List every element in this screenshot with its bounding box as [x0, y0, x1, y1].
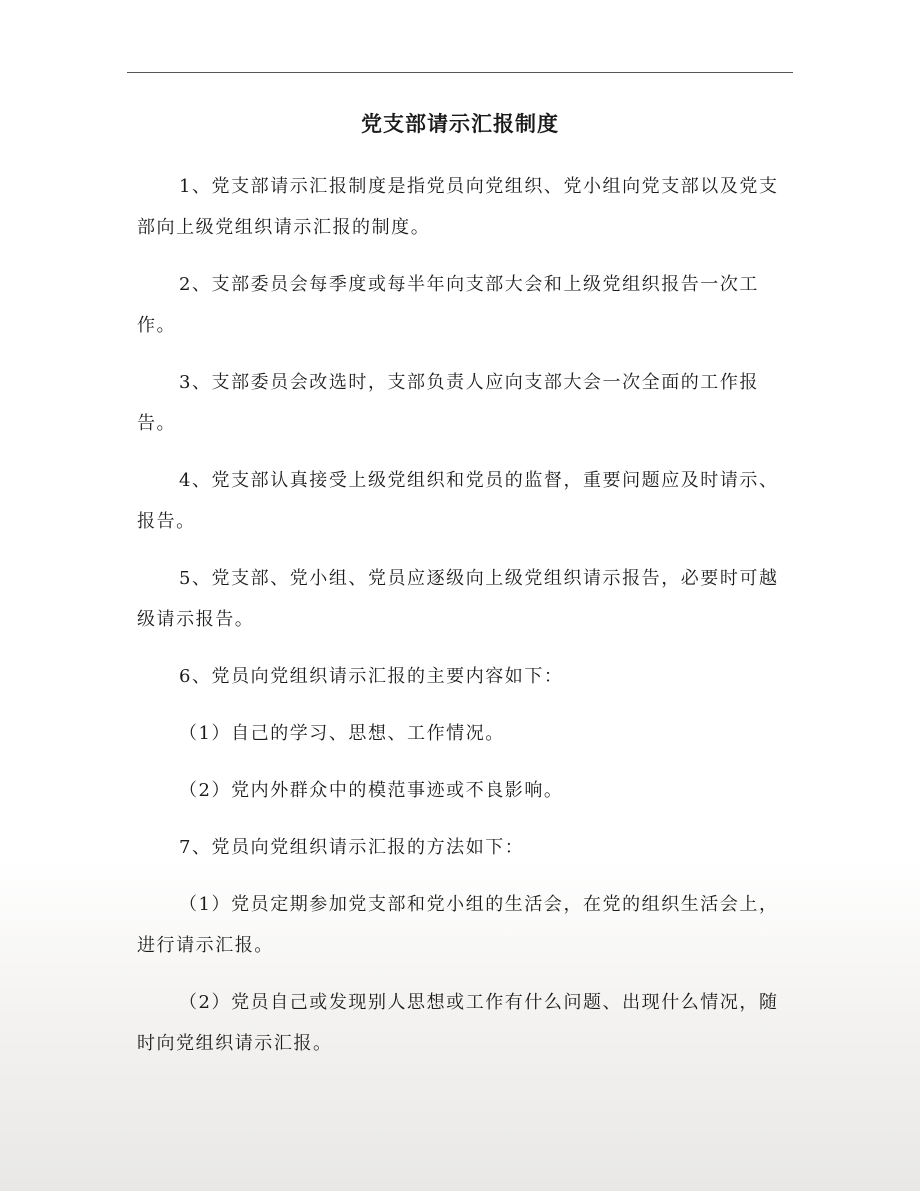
document-body [137, 166, 785, 1080]
document-title: 党支部请示汇报制度 [361, 111, 559, 136]
paragraph-7: 7、党员向党组织请示汇报的方法如下： [179, 837, 525, 858]
paragraph-6: 6、党员向党组织请示汇报的主要内容如下： [179, 666, 564, 687]
paragraph-1: 1、党支部请示汇报制度是指党员向党组织、党小组向党支部以及党支部向上级党组织请示汇报的制度。 [137, 176, 779, 238]
paragraph-4: 4、党支部认真接受上级党组织和党员的监督，重要问题应及时请示、报告。 [137, 470, 779, 532]
paragraph-3: 3、支部委员会改选时，支部负责人应向支部大会一次全面的工作报告。 [137, 372, 759, 434]
paragraph-6-item-1: （1）自己的学习、思想、工作情况。 [179, 723, 505, 744]
paragraph-5: 5、党支部、党小组、党员应逐级向上级党组织请示报告，必要时可越级请示报告。 [137, 568, 779, 630]
paragraph-7-item-1: （1）党员定期参加党支部和党小组的生活会，在党的组织生活会上，进行请示汇报。 [137, 894, 779, 956]
paragraph-2: 2、支部委员会每季度或每半年向支部大会和上级党组织报告一次工作。 [137, 274, 759, 336]
paragraph-6-item-2: （2）党内外群众中的模范事迹或不良影响。 [179, 780, 564, 801]
paragraph-7-item-2: （2）党员自己或发现别人思想或工作有什么问题、出现什么情况，随时向党组织请示汇报。 [137, 992, 779, 1054]
header-rule [127, 72, 793, 73]
